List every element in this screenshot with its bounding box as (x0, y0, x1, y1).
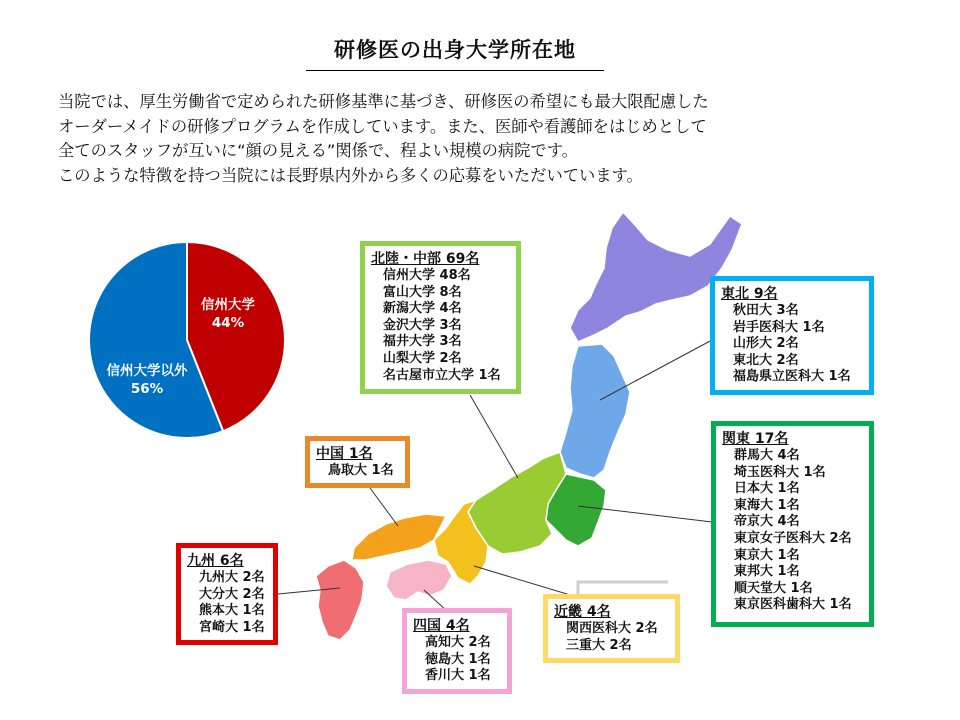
university-item: 東京女子医科大 2名 (734, 530, 852, 546)
region-box-chugoku (305, 436, 410, 488)
university-item: 埼玉医科大 1名 (734, 464, 826, 480)
intro-line: このような特徴を持つ当院には長野県内外から多くの応募をいただいています。 (58, 165, 643, 185)
region-box-shikoku (402, 608, 512, 694)
university-item: 熊本大 1名 (199, 603, 265, 619)
region-box-kanto (711, 421, 874, 627)
intro-line: オーダーメイドの研修プログラムを作成しています。また、医師や看護師をはじめとして (58, 116, 707, 136)
university-item: 東京医科歯科大 1名 (734, 597, 852, 613)
university-item: 九州大 2名 (199, 570, 265, 585)
university-item: 山梨大学 2名 (383, 350, 462, 366)
university-item: 高知大 2名 (425, 635, 491, 650)
university-item: 宮崎大 1名 (199, 619, 265, 635)
map-region-kyushu (316, 560, 364, 640)
map-region-shikoku (386, 560, 452, 600)
university-item: 東北大 2名 (733, 352, 799, 368)
university-item: 関西医科大 2名 (566, 621, 658, 636)
pie-label-percent: 56% (130, 381, 164, 397)
university-item: 富山大学 8名 (383, 284, 462, 300)
region-heading: 北陸・中部 69名 (371, 251, 480, 267)
university-item: 香川大 1名 (425, 668, 491, 684)
region-box-kyushu (176, 543, 278, 645)
leader-line-hokuriku (470, 395, 518, 478)
university-item: 福島県立医科大 1名 (733, 369, 851, 385)
region-heading: 九州 6名 (187, 553, 244, 569)
university-item: 東海大 1名 (734, 497, 800, 513)
university-item: 新潟大学 4名 (383, 301, 462, 317)
map-region-chugoku (352, 514, 446, 560)
university-item: 福井大学 3名 (383, 334, 462, 350)
university-item: 秋田大 3名 (733, 303, 799, 318)
university-item: 三重大 2名 (566, 637, 632, 653)
university-item: 岩手医科大 1名 (733, 319, 825, 335)
region-box-kinki (543, 594, 680, 663)
university-item: 金沢大学 3名 (383, 317, 462, 333)
university-item: 信州大学 48名 (383, 268, 471, 283)
university-item: 群馬大 4名 (734, 448, 800, 463)
university-item: 東京大 1名 (734, 547, 800, 563)
intro-line: 当院では、厚生労働省で定められた研修基準に基づき、研修医の希望にも最大限配慮した (58, 92, 709, 111)
pie-label-name: 信州大学 (201, 297, 255, 313)
pie-label-name: 信州大学以外 (106, 363, 188, 379)
university-item: 徳島大 1名 (425, 651, 491, 667)
leader-line-chugoku (370, 488, 398, 526)
university-item: 日本大 1名 (734, 481, 800, 497)
university-item: 大分大 2名 (199, 586, 265, 602)
pie-label-percent: 44% (211, 315, 245, 331)
region-heading: 近畿 4名 (554, 604, 611, 620)
region-heading: 東北 9名 (721, 286, 778, 302)
university-item: 鳥取大 1名 (328, 463, 394, 478)
university-item: 山形大 2名 (733, 336, 799, 352)
university-item: 東邦大 1名 (734, 564, 800, 580)
university-item: 名古屋市立大学 1名 (383, 367, 501, 383)
intro-line: 全てのスタッフが互いに“顔の見える”関係で、程よい規模の病院です。 (58, 141, 578, 160)
university-item: 順天堂大 1名 (734, 580, 813, 596)
region-box-hokuriku (360, 241, 521, 394)
region-heading: 中国 1名 (316, 446, 373, 462)
university-item: 帝京大 4名 (734, 514, 800, 530)
region-box-tohoku (710, 276, 874, 395)
map-region-tohoku (560, 344, 630, 478)
region-heading: 四国 4名 (413, 618, 470, 634)
region-heading: 関東 17名 (722, 431, 789, 447)
page-title: 研修医の出身大学所在地 (334, 38, 576, 62)
